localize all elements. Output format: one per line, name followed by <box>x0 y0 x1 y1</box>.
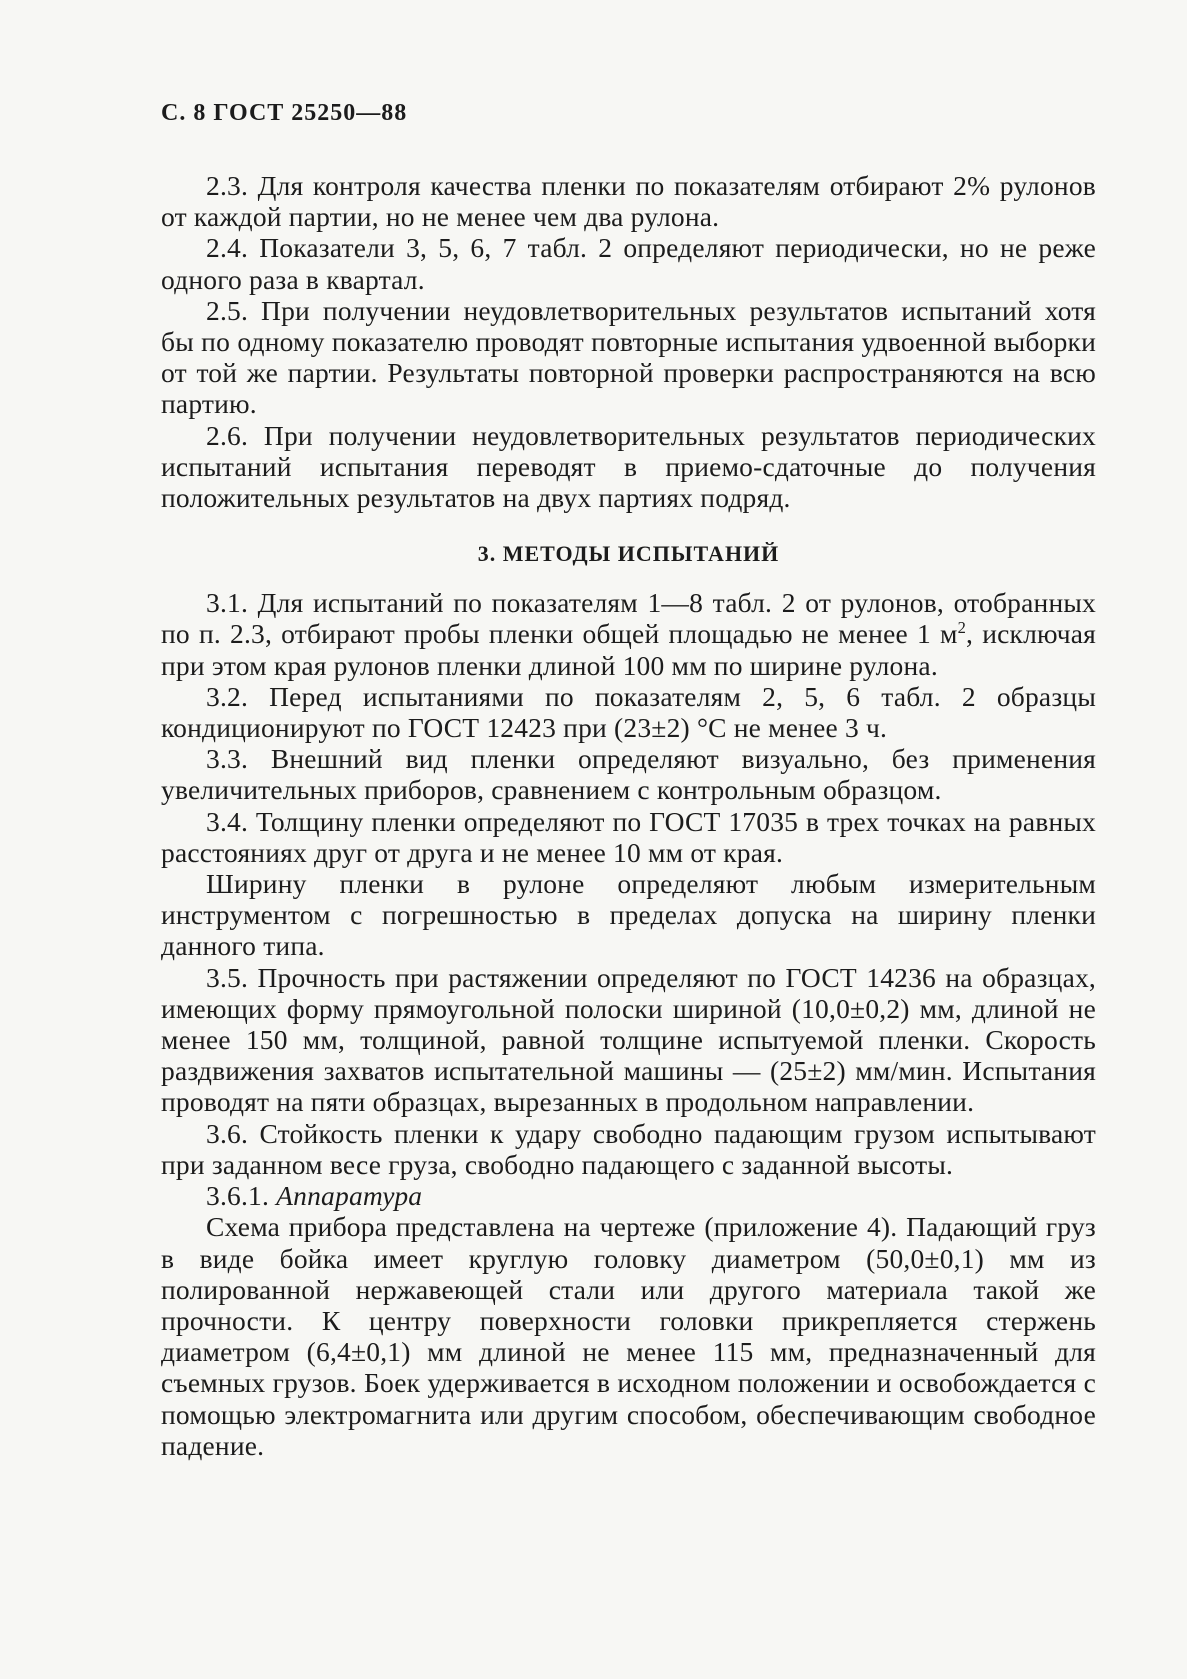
paragraph-2-3 <box>161 170 1096 232</box>
superscript: 2 <box>957 618 967 638</box>
paragraph-number: 2.5. <box>206 294 249 326</box>
paragraph-3-5 <box>161 962 1096 1118</box>
paragraph-2-4 <box>161 232 1096 294</box>
section-3-title: 3. МЕТОДЫ ИСПЫТАНИЙ <box>477 541 780 567</box>
paragraph-3-1 <box>161 587 1096 681</box>
subsection-title: Аппаратура <box>276 1180 423 1212</box>
paragraph-text: При получении неудовлетворительных результатов испытаний хотя бы по одному показателю проводят повторные испытания удвоенной выборки от той же партии. Результаты повторной проверки распространяются на всю партию. <box>161 294 1096 420</box>
document-body <box>161 170 1096 1461</box>
paragraph-text: Стойкость пленки к удару свободно падающим грузом испытывают при заданном весе груза, свободно падающего с заданной высоты. <box>161 1117 1096 1180</box>
paragraph-number: 3.5. <box>206 961 249 993</box>
paragraph-3-4 <box>161 806 1096 868</box>
paragraph-3-6 <box>161 1118 1096 1180</box>
paragraph-text: Прочность при растяжении определяют по ГОСТ 14236 на образцах, имеющих форму прямоугольной полоски шириной (10,0±0,2) мм, длиной не менее 150 мм, толщиной, равной толщине испытуемой пленки. Скорость раздвижения захватов испытательной машины — (25±2) мм/мин. Испытания проводят на пяти образцах, вырезанных в продольном направлении. <box>161 961 1096 1118</box>
paragraph-3-2 <box>161 681 1096 743</box>
paragraph-number: 3.3. <box>206 743 249 775</box>
paragraph-number: 2.3. <box>206 170 249 201</box>
paragraph-text: Для контроля качества пленки по показателям отбирают 2% рулонов от каждой партии, но не менее чем два рулона. <box>161 170 1096 233</box>
paragraph-text: Перед испытаниями по показателям 2, 5, 6 табл. 2 образцы кондиционируют по ГОСТ 12423 при (23±2) °С не менее 3 ч. <box>161 680 1096 744</box>
paragraph-3-6-1-heading <box>161 1180 1096 1211</box>
paragraph-number: 3.4. <box>206 805 249 837</box>
paragraph-text: Толщину пленки определяют по ГОСТ 17035 в трех точках на равных расстояниях друг от друга и не менее 10 мм от края. <box>161 805 1096 868</box>
paragraph-text: Показатели 3, 5, 6, 7 табл. 2 определяют периодически, но не реже одного раза в квартал. <box>161 232 1096 295</box>
paragraph-3-3 <box>161 743 1096 805</box>
paragraph-text-cont: , исключая при этом края рулонов пленки длиной 100 мм по ширине рулона. <box>161 618 1096 681</box>
paragraph-text: Для испытаний по показателям 1—8 табл. 2 от рулонов, отобранных по п. 2.3, отбирают пробы пленки общей площадью не менее 1 м <box>161 587 1096 650</box>
paragraph-number: 2.6. <box>206 419 249 451</box>
paragraph-number: 3.1. <box>206 587 249 619</box>
paragraph-number: 3.2. <box>206 680 249 712</box>
paragraph-text: При получении неудовлетворительных результатов периодических испытаний испытания переводят в приемо-сдаточные до получения положительных результатов на двух партиях подряд. <box>161 419 1096 514</box>
paragraph-3-6-1: Схема прибора представлена на чертеже (приложение 4). Падающий груз в виде бойка имеет круглую головку диаметром (50,0±0,1) мм из полированной нержавеющей стали или другого материала такой же прочности. К центру поверхности головки прикрепляется стержень диаметром (6,4±0,1) мм длиной не менее 115 мм, предназначенный для съемных грузов. Боек удерживается в исходном положении и освобождается с помощью электромагнита или другим способом, обеспечивающим свободное падение. <box>161 1211 1096 1461</box>
paragraph-2-6 <box>161 420 1096 514</box>
paragraph-text: Внешний вид пленки определяют визуально, без применения увеличительных приборов, сравнением с контрольным образцом. <box>161 743 1096 806</box>
paragraph-number: 2.4. <box>206 232 249 264</box>
paragraph-3-4-continued: Ширину пленки в рулоне определяют любым измерительным инструментом с погрешностью в пределах допуска на ширину пленки данного типа. <box>161 868 1096 962</box>
paragraph-2-5 <box>161 295 1096 420</box>
paragraph-number: 3.6.1. <box>206 1180 270 1212</box>
paragraph-number: 3.6. <box>206 1117 249 1149</box>
page-header: С. 8 ГОСТ 25250—88 <box>161 100 408 126</box>
